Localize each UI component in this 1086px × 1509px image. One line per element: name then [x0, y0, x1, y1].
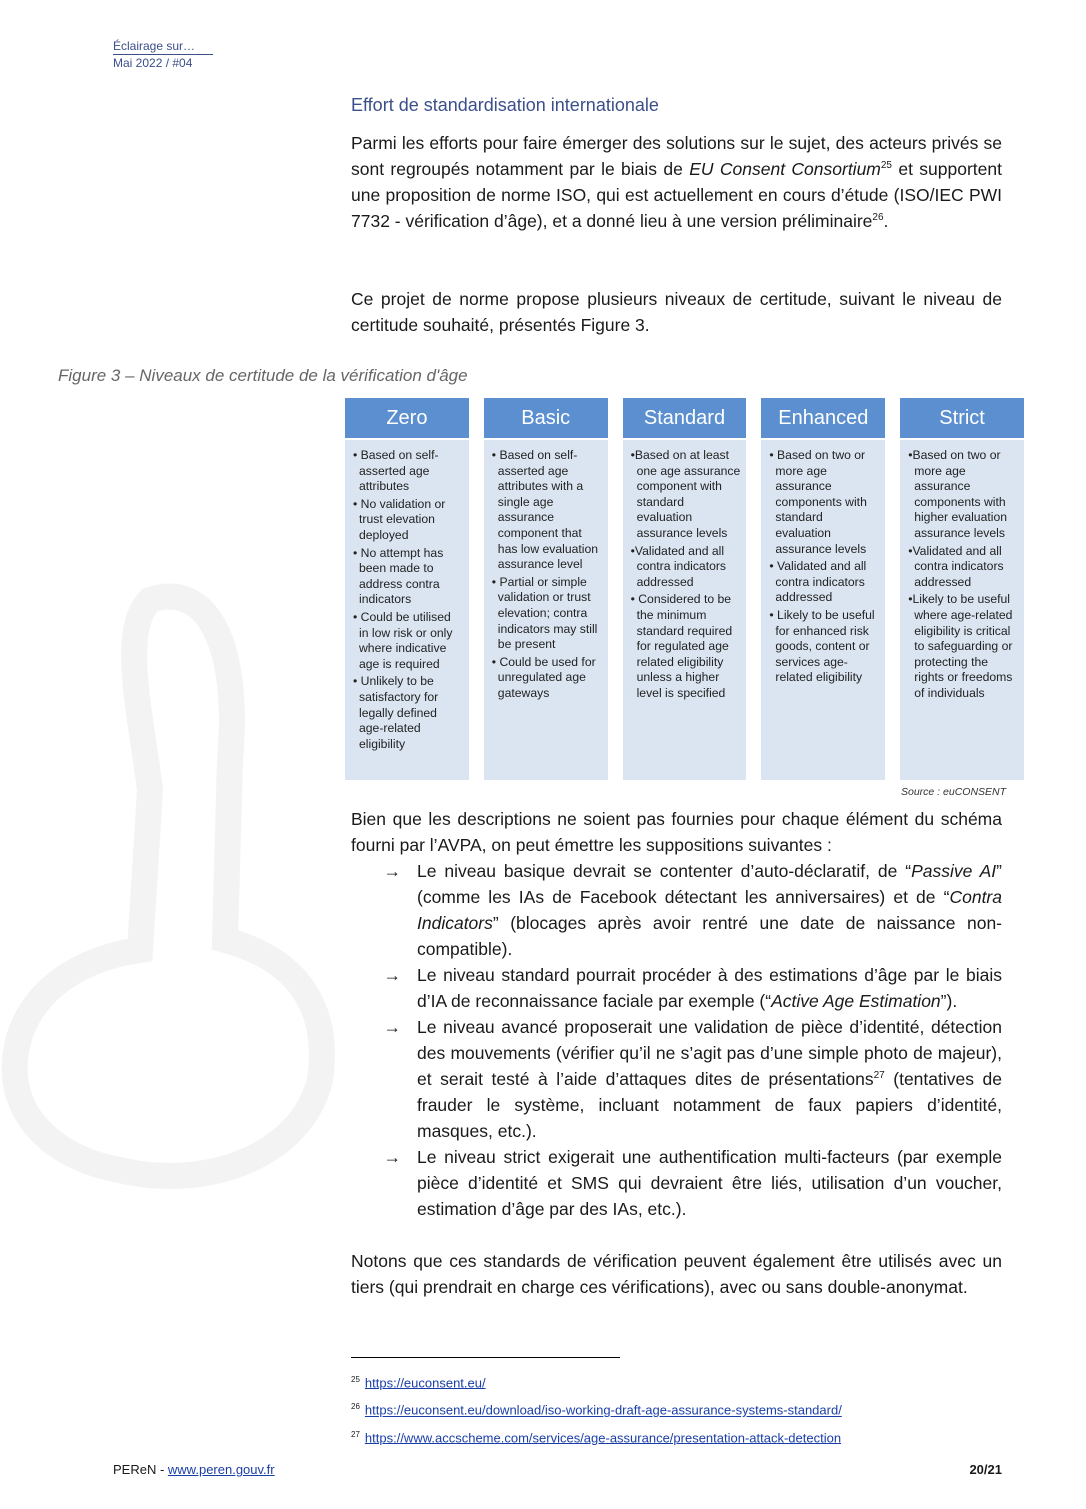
level-bullet: •Based on at least one age assurance component with standard evaluation assurance levels — [630, 448, 741, 540]
level-bullet: •Validated and all contra indicators addressed — [908, 543, 1004, 589]
footnote: $^{26}$ https://euconsent.eu/download/iso-working-draft-age-assurance-systems-standard/ — [351, 1402, 842, 1418]
level-bullet: • Likely to be useful for enhanced risk goods, content or services age-related eligibility — [769, 607, 875, 685]
level-bullet: • Validated and all contra indicators addressed — [769, 559, 867, 605]
footnote: $^{27}$ https://www.accscheme.com/services/age-assurance/presentation-attack-detection — [351, 1429, 842, 1445]
level-standard — [623, 398, 747, 780]
list-item: → Le niveau strict exigerait une authentification multi-facteurs (par exemple pièce d’identité et SMS qui devraient être liés, utilisation d’un voucher, estimation d’âge par des IAs, etc.). — [351, 1144, 1002, 1222]
level-bullet: •Validated and all contra indicators addressed — [630, 543, 727, 589]
list-item: → Le niveau avancé proposerait une validation de pièce d’identité, détection des mouvements (vérifier qu’il ne s’agit pas d’une simple photo de majeur), et serait testé à l’aide d’attaques dites de présentations$^{27}$ (tentatives de frauder le système, incluant notamment de faux papiers d’identité, masques, etc.). — [351, 1014, 1002, 1144]
header-issue: Mai 2022 / #04 — [113, 56, 193, 70]
level-bullet: • Based on two or more age assurance components with standard evaluation assurance levels — [769, 448, 867, 556]
level-basic — [484, 398, 608, 780]
paragraph-standardisation: Parmi les efforts pour faire émerger des solutions sur le sujet, des acteurs privés se sont regroupés notamment par le biais de EU Consent Consortium$^{25}$ et supportent une proposition de norme ISO, qui est actuellement en cours d’étude (ISO/IEC PWI 7732 - vérification d’âge), et a donné lieu à une version préliminaire$^{26}$. — [351, 133, 1002, 231]
level-bullet: • Considered to be the minimum standard required for regulated age related eligibility unless a higher level is specified — [630, 592, 733, 700]
level-title: Basic — [484, 398, 608, 440]
level-bullet: • No attempt has been made to address contra indicators — [353, 545, 444, 607]
header-series: Éclairage sur… — [113, 38, 213, 55]
list-item: → Le niveau standard pourrait procéder à des estimations d’âge par le biais d’IA de reconnaissance faciale par exemple (“Active Age Estimation”). — [351, 962, 1002, 1014]
level-bullet: • No validation or trust elevation deployed — [353, 496, 446, 542]
arrow-icon: → — [383, 1017, 401, 1037]
level-bullet: • Based on self-asserted age attributes — [353, 448, 439, 494]
level-title: Standard — [623, 398, 747, 440]
footnotes — [351, 1368, 842, 1450]
assumptions-list — [351, 858, 1002, 1222]
watermark-logo — [0, 560, 340, 1200]
list-item: → Le niveau basique devrait se contenter d’auto-déclaratif, de “Passive AI” (comme les IAs de Facebook détectant les anniversaires) et de “Contra Indicators” (blocages après avoir rentré une date de naissance non-compatible). — [351, 858, 1002, 962]
level-bullet: • Unlikely to be satisfactory for legally defined age-related eligibility — [353, 674, 439, 751]
figure-caption: Figure 3 – Niveaux de certitude de la vérification d'âge — [58, 366, 468, 385]
paragraph-third-party: Notons que ces standards de vérification peuvent également être utilisés avec un tiers (qui prendrait en charge ces vérifications), avec ou sans double-anonymat. — [351, 1251, 1002, 1297]
arrow-icon: → — [383, 965, 401, 985]
paragraph-iso-project: Ce projet de norme propose plusieurs niveaux de certitude, suivant le niveau de certitude souhaité, présentés Figure 3. — [351, 289, 1002, 335]
assurance-levels-figure — [345, 398, 1024, 780]
page-number: 20/21 — [969, 1462, 1002, 1477]
paragraph-suppositions: Bien que les descriptions ne soient pas fournies pour chaque élément du schéma fourni par l’AVPA, on peut émettre les suppositions suivantes : — [351, 809, 1002, 855]
figure-source: Source : euCONSENT — [901, 786, 1007, 798]
footer-org: PEReN - — [113, 1462, 168, 1477]
level-zero — [345, 398, 469, 780]
level-bullet: •Based on two or more age assurance components with higher evaluation assurance levels — [908, 448, 1008, 540]
footnote-link[interactable]: https://euconsent.eu/download/iso-working-draft-age-assurance-systems-standard/ — [364, 1402, 842, 1418]
arrow-icon: → — [383, 861, 401, 881]
arrow-icon: → — [383, 1147, 401, 1167]
level-bullet: •Likely to be useful where age-related eligibility is critical to safeguarding or protecting the rights or freedoms of individuals — [908, 592, 1013, 700]
footnote: $^{25}$ https://euconsent.eu/ — [351, 1375, 486, 1391]
footer-link[interactable]: www.peren.gouv.fr — [167, 1462, 275, 1477]
footnote-link[interactable]: https://euconsent.eu/ — [364, 1375, 486, 1391]
footnote-divider — [351, 1357, 620, 1358]
level-enhanced — [761, 398, 885, 780]
level-title: Enhanced — [761, 398, 885, 440]
level-title: Strict — [900, 398, 1024, 440]
page-footer — [113, 1462, 1002, 1477]
level-bullet: • Could be used for unregulated age gateways — [491, 654, 596, 700]
level-bullet: • Partial or simple validation or trust elevation; contra indicators may still be present — [491, 574, 598, 652]
level-title: Zero — [345, 398, 469, 440]
level-bullet: • Could be utilised in low risk or only where indicative age is required — [353, 609, 453, 671]
footnote-link[interactable]: https://www.accscheme.com/services/age-assurance/presentation-attack-detection — [364, 1429, 842, 1445]
section-title: Effort de standardisation internationale — [351, 95, 659, 115]
level-bullet: • Based on self-asserted age attributes with a single age assurance component that has low evaluation assurance level — [491, 448, 599, 572]
document-header — [113, 38, 213, 71]
level-strict — [900, 398, 1024, 780]
